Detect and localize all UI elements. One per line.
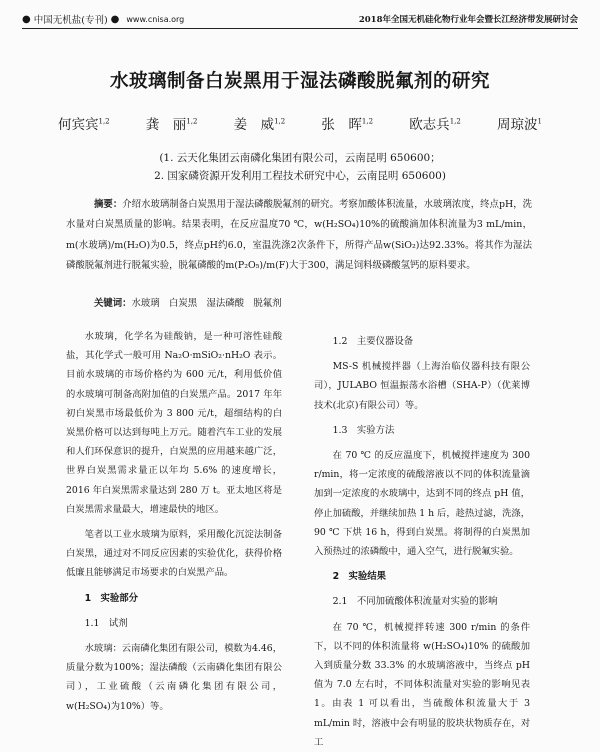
section-heading: 2 实验结果: [332, 571, 386, 583]
affiliation: 2. 国家磷资源开发利用工程技术研究中心，云南昆明 650600): [154, 170, 446, 182]
paragraph: 笔者以工业水玻璃为原料，采用酸化沉淀法制备白炭黑，通过对不同反应因素的实验优化，获得价格低廉且能够满足市场要求的白炭黑产品。: [66, 529, 282, 579]
author: 姜 威$^{1,2}$: [233, 117, 286, 133]
subsection-heading: 2.1 不同加硫酸体积流量对实验的影响: [332, 596, 498, 608]
author: 何宾宾$^{1,2}$: [58, 117, 110, 133]
left-column: [66, 316, 282, 716]
author: 周琼波$^1$: [496, 117, 542, 133]
author-list: [58, 113, 542, 133]
abstract: [66, 195, 532, 276]
journal-website: www.cnisa.org: [126, 14, 185, 24]
author: 龚 丽$^{1,2}$: [145, 117, 198, 133]
paragraph: 水玻璃，化学名为硅酸钠，是一种可溶性硅酸盐，其化学式一般可用 Na₂O·mSiO₂·nH₂O 表示。目前水玻璃的市场价格约为 600 元/t，利用低价值的水玻璃可制备高附加值的白炭黑产品。2017 年年初白炭黑市场最低价为 3 800 元/t，超细结构的白炭黑价格可以达到每吨上万元。随着汽车工业的发展和人们环保意识的提升，白炭黑的应用越来越广泛，世界白炭黑需求量正以年均 5.6% 的速度增长，2016 年白炭黑需求量达到 280 万 t。亚太地区将是白炭黑需求量最大，增速最快的地区。: [66, 331, 282, 515]
keywords-text: 水玻璃 白炭黑 湿法磷酸 脱氟剂: [131, 298, 282, 309]
bullet-icon: ●: [22, 13, 31, 25]
running-header: [22, 12, 578, 26]
paragraph: 在 70 ℃ 的反应温度下，机械搅拌速度为 300 r/min，将一定浓度的硫酸溶液以不同的体积流量滴加到一定浓度的水玻璃中，达到不同的终点 pH 值，停止加硫酸，并继续加热 1 h 后，趁热过滤，洗涤，90 ℃ 下烘 16 h，得到白炭黑。将制得的白炭黑加入预热过的浓磷酸中，通入空气，进行脱氟实验。: [314, 450, 531, 558]
paragraph: MS-S 机械搅拌器（上海治临仪器科技有限公司），JULABO 恒温振荡水浴槽（SHA-P）（优莱博技术(北京)有限公司）等。: [314, 361, 530, 411]
affiliation: (1. 云天化集团云南磷化集团有限公司，云南昆明 650600；: [159, 152, 441, 164]
bullet-icon: ●: [110, 13, 120, 25]
journal-name: 中国无机盐(专刊): [33, 15, 108, 26]
conference-name: 2018年全国无机硅化物行业年会暨长江经济带发展研讨会: [358, 15, 578, 25]
keywords: [94, 295, 282, 309]
section-heading: 1 实验部分: [84, 592, 138, 604]
author: 张 晖$^{1,2}$: [321, 117, 374, 133]
subsection-heading: 1.2 主要仪器设备: [332, 336, 414, 347]
subsection-heading: 1.3 实验方法: [332, 424, 395, 436]
right-column: [314, 316, 530, 752]
header-rule: [22, 28, 578, 29]
paragraph: 在 70 ℃，机械搅拌转速 300 r/min 的条件下，以不同的体积流量将 w(H₂SO₄)10% 的硫酸加入到质量分数 33.3% 的水玻璃溶液中，当终点 pH 值为 7.0 左右时，不同体积流量对实验的影响见表 1。由表 1 可以看出，当硫酸体积流量大于 3 mL/min 时，溶液中会有明显的胶块状物质存在，对工: [314, 621, 530, 748]
subsection-heading: 1.1 试剂: [84, 617, 128, 629]
paper-title: 水玻璃制备白炭黑用于湿法磷酸脱氟剂的研究: [109, 71, 490, 92]
keywords-label: 关键词：: [94, 298, 132, 309]
abstract-label: 摘要：: [94, 199, 123, 210]
author: 欧志兵$^{1,2}$: [409, 117, 461, 133]
paragraph: 水玻璃：云南磷化集团有限公司，模数为4.46，质量分数为100%；湿法磷酸（云南磷化集团有限公司），工业硫酸（云南磷化集团有限公司，w(H₂SO₄)为10%）等。: [66, 643, 282, 712]
abstract-text: 介绍水玻璃制备白炭黑用于湿法磷酸脱氟剂的研究。考察加酸体积流量，水玻璃浓度，终点pH，洗水量对白炭黑质量的影响。结果表明，在反应温度70 ℃，w(H₂SO₄)10%的硫酸滴加体积流量为3 mL/min，m(水玻璃)/m(H₂O)为0.5，终点pH约6.0，室温洗涤2次条件下，所得产品w(SiO₂)达92.33%。将其作为湿法磷酸脱氟剂进行脱氟实验，脱氟磷酸的m(P₂O₅)/m(F)大于300，满足饲料级磷酸氢钙的原料要求。: [66, 199, 532, 271]
